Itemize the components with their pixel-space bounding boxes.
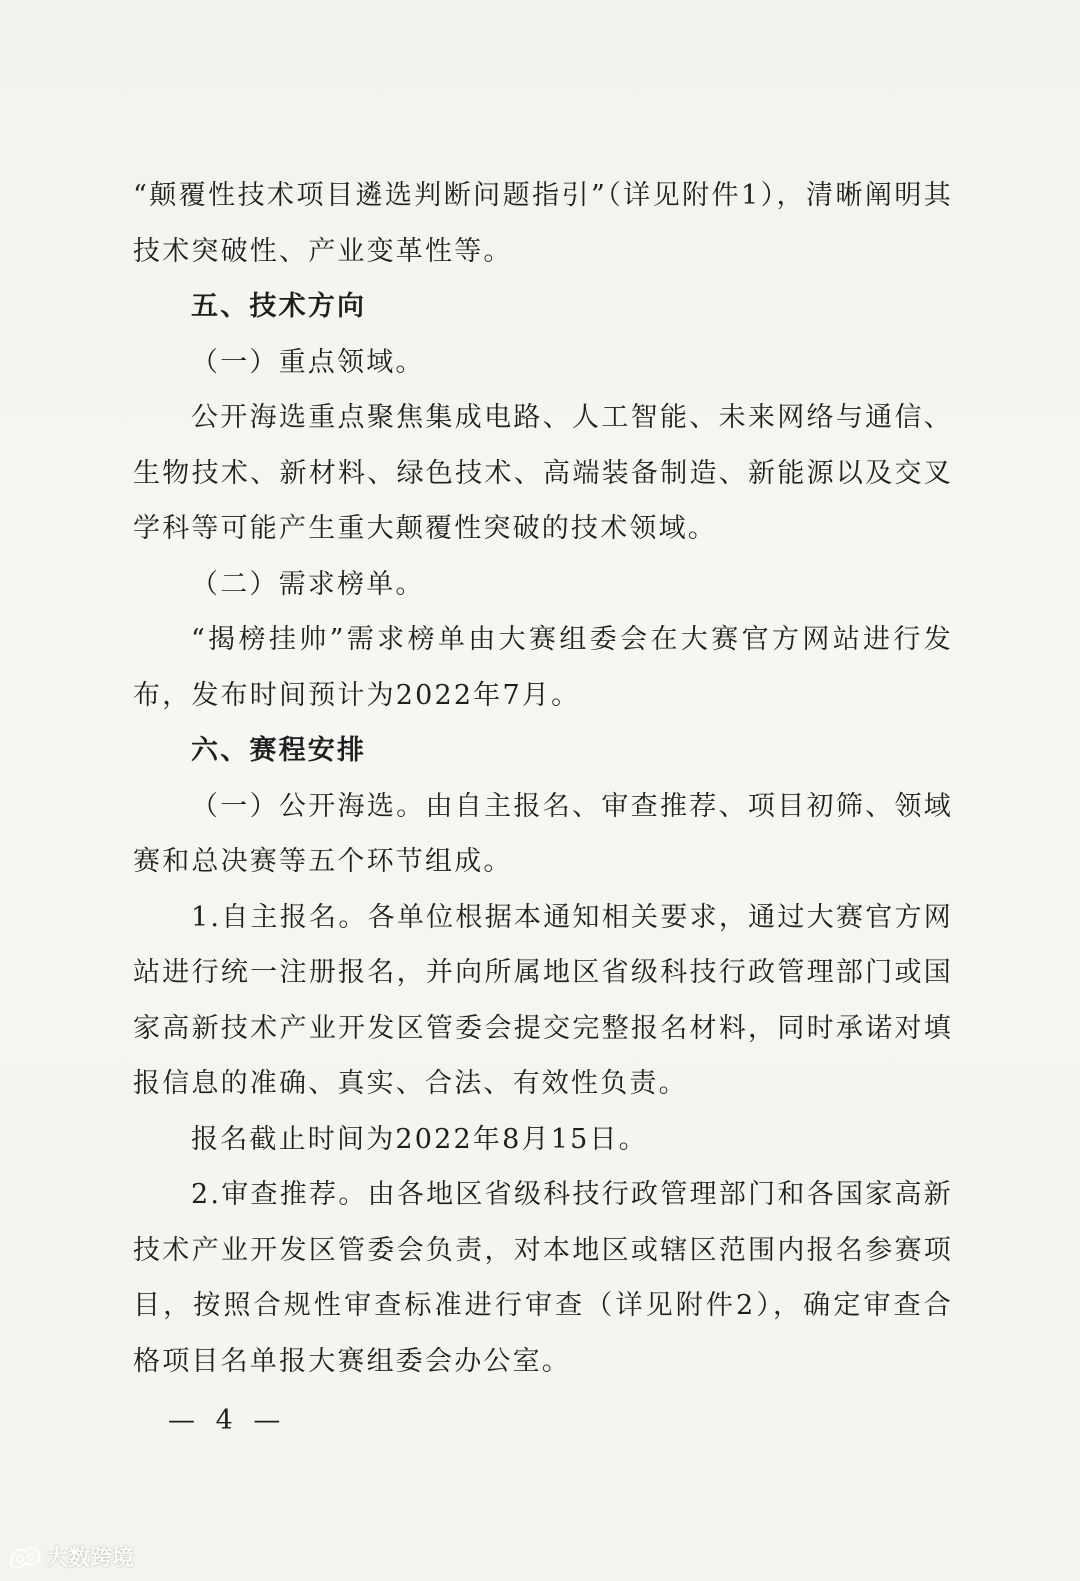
- page-number: — 4 —: [168, 1405, 287, 1436]
- logo-icon: [8, 1543, 42, 1571]
- document-body: [133, 168, 953, 1389]
- watermark-text: 大数跨境: [46, 1546, 135, 1571]
- watermark: [8, 1541, 134, 1572]
- paragraph-registration-deadline: 报名截止时间为2022年8月15日。: [191, 1123, 648, 1155]
- subheading-key-areas: （一）重点领域。: [191, 346, 425, 378]
- section-heading-tech-direction: 五、技术方向: [191, 291, 367, 322]
- subheading-demand-list: （二）需求榜单。: [191, 568, 425, 600]
- paragraph-open-selection: （一）公开海选。由自主报名、审查推荐、项目初筛、领域赛和总决赛等五个环节组成。: [133, 790, 953, 877]
- paragraph-demand-list: “揭榜挂帅”需求榜单由大赛组委会在大赛官方网站进行发布，发布时间预计为2022年7月。: [133, 624, 953, 711]
- section-heading-schedule: 六、赛程安排: [191, 735, 367, 766]
- paragraph-review-recommendation: 2.审查推荐。由各地区省级科技行政管理部门和各国家高新技术产业开发区管委会负责，对本地区或辖区范围内报名参赛项目，按照合规性审查标准进行审查（详见附件2），确定审查合格项目名单报大赛组委会办公室。: [133, 1179, 953, 1377]
- paragraph-self-registration: 1.自主报名。各单位根据本通知相关要求，通过大赛官方网站进行统一注册报名，并向所属地区省级科技行政管理部门或国家高新技术产业开发区管委会提交完整报名材料，同时承诺对填报信息的准确、真实、合法、有效性负责。: [133, 901, 953, 1099]
- paragraph-guideline-reference: “颠覆性技术项目遴选判断问题指引”（详见附件1），清晰阐明其技术突破性、产业变革性等。: [133, 180, 953, 267]
- paragraph-key-areas: 公开海选重点聚焦集成电路、人工智能、未来网络与通信、生物技术、新材料、绿色技术、高端装备制造、新能源以及交叉学科等可能产生重大颠覆性突破的技术领域。: [133, 402, 953, 544]
